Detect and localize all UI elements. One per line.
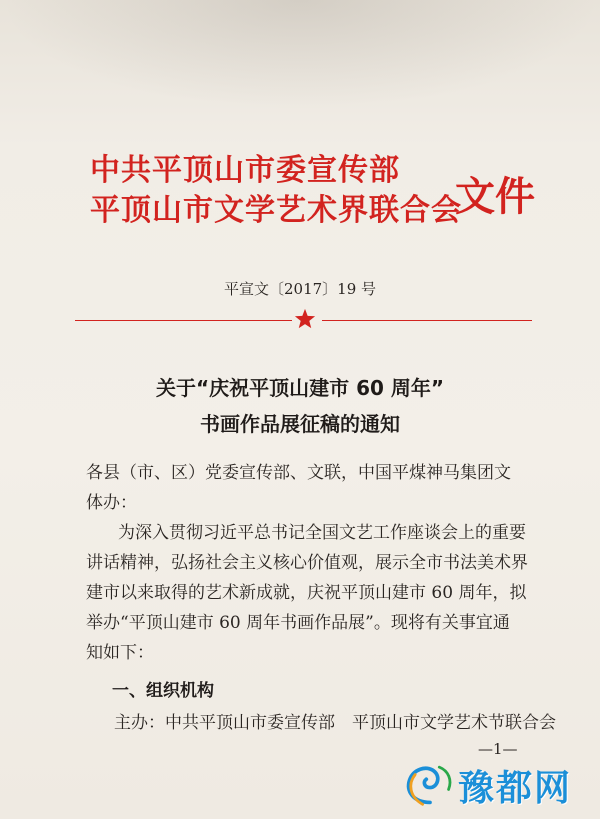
paper-shadow	[0, 0, 600, 110]
header-doc-type: 文件	[455, 173, 535, 220]
header-issuer-line-1: 中共平顶山市委宣传部	[90, 153, 400, 188]
red-divider-right	[322, 320, 532, 321]
body-line: 知如下：	[86, 643, 154, 663]
notice-title-line-2: 书画作品展征稿的通知	[200, 412, 400, 436]
body-line: 为深入贯彻习近平总书记全国文艺工作座谈会上的重要	[118, 523, 526, 543]
watermark	[402, 752, 600, 812]
red-divider-left	[75, 320, 292, 321]
document-number: 平宣文〔2017〕19 号	[223, 280, 377, 298]
star-icon	[294, 308, 316, 330]
body-line: 建市以来取得的艺术新成就，庆祝平顶山建市 60 周年，拟	[86, 583, 527, 603]
body-line: 体办：	[86, 493, 137, 513]
page-number: —1—	[478, 740, 518, 758]
body-line: 讲话精神，弘扬社会主义核心价值观，展示全市书法美术界	[86, 553, 528, 573]
section-heading: 一、组织机构	[112, 681, 214, 701]
notice-title-line-1: 关于“庆祝平顶山建市 60 周年”	[155, 376, 445, 400]
watermark-text: 豫都网	[458, 768, 573, 809]
host-line: 主办：中共平顶山市委宣传部 平顶山市文学艺术节联合会	[114, 713, 556, 733]
header-issuer-line-2: 平顶山市文学艺术界联合会	[90, 193, 462, 228]
body-line: 举办“平顶山建市 60 周年书画作品展”。现将有关事宜通	[86, 613, 510, 633]
swirl-logo-icon	[402, 756, 458, 808]
body-line: 各县（市、区）党委宣传部、文联，中国平煤神马集团文	[86, 463, 511, 483]
